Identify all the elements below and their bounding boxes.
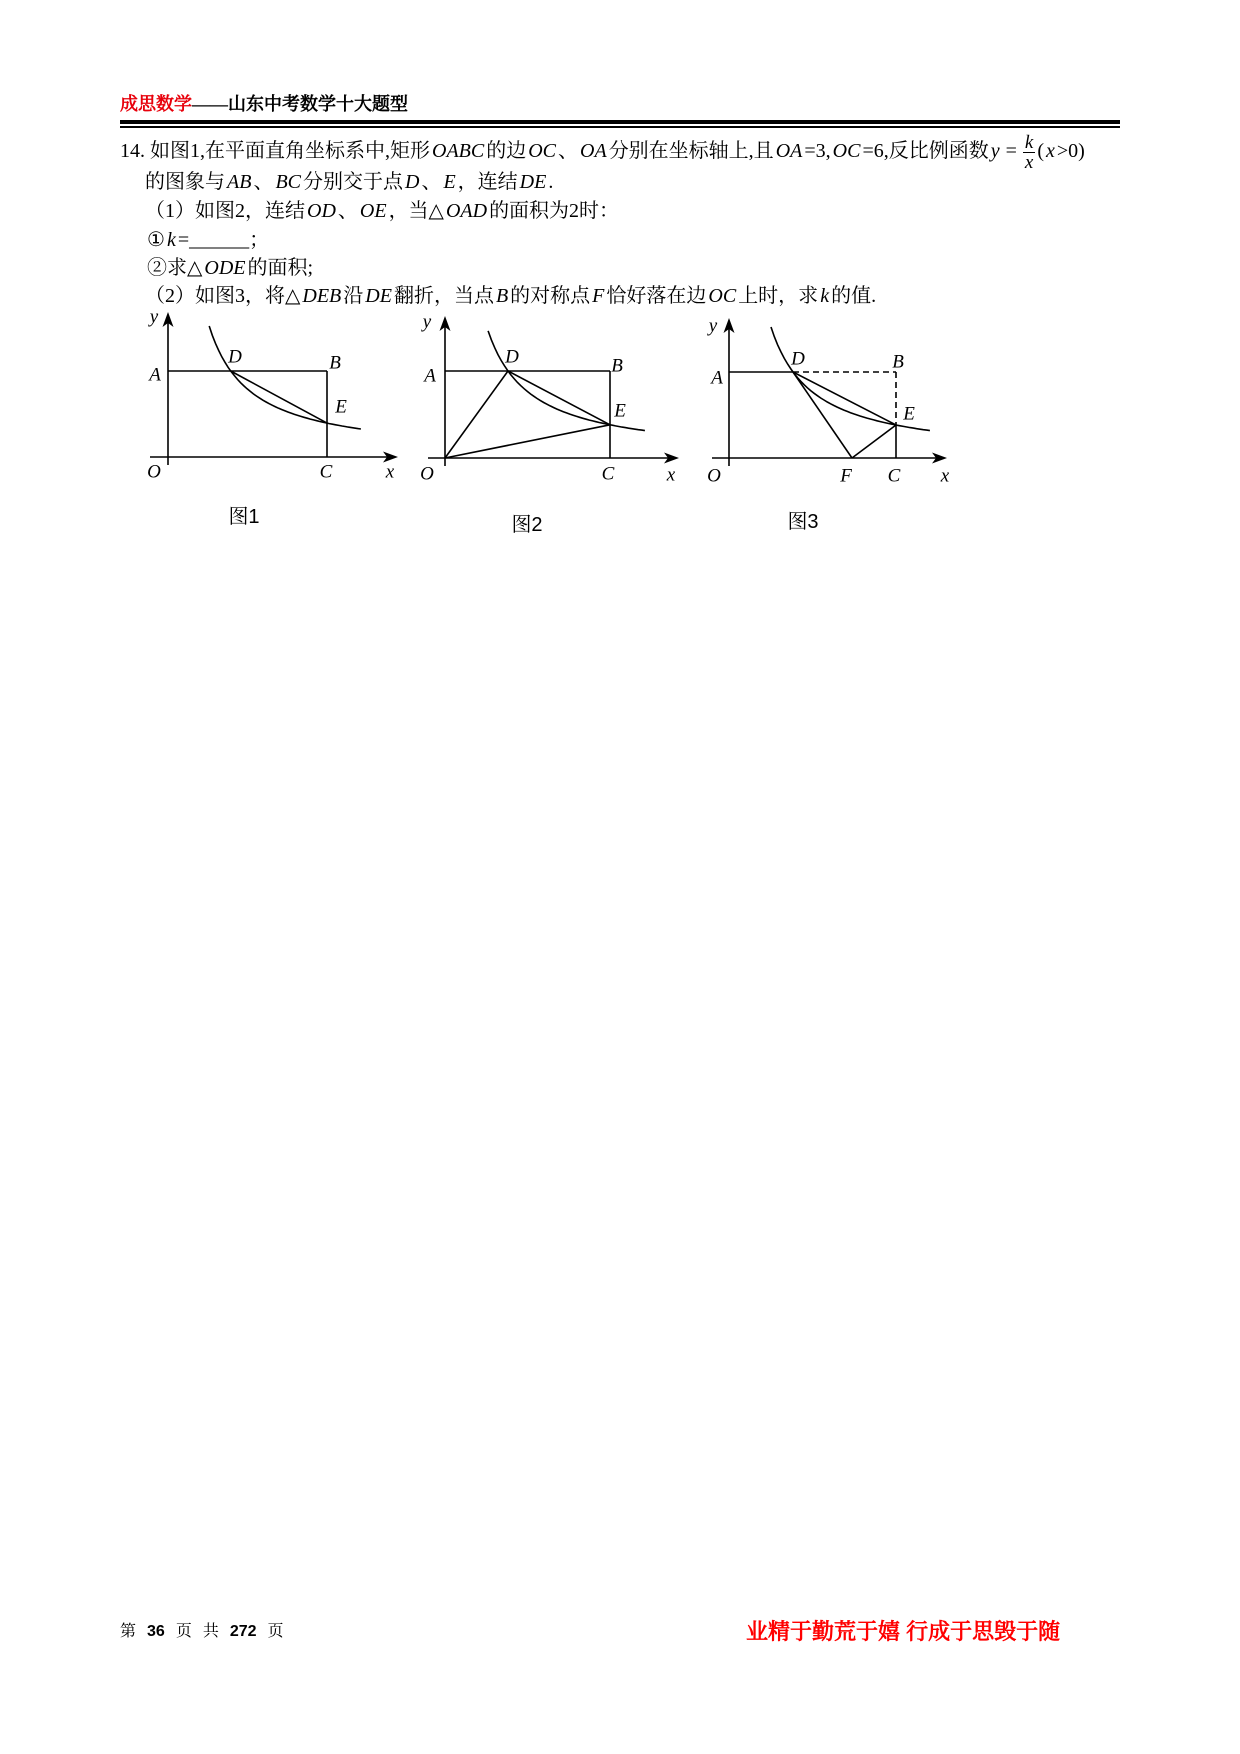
math-var: y	[990, 140, 1000, 162]
total-prefix: 共	[202, 1623, 219, 1640]
problem-text: 、	[421, 171, 442, 193]
problem-text: 的面积为2时：	[489, 200, 620, 222]
math-var: DE	[365, 285, 392, 307]
math-var: OD	[307, 200, 336, 222]
problem-text: (	[1037, 140, 1044, 162]
figure-caption: 图3	[787, 511, 819, 533]
problem-text: 上时，求	[738, 285, 819, 307]
problem-text: 、	[337, 200, 358, 222]
segment-de	[793, 372, 896, 425]
problem-text: （2）如图3，将△	[145, 285, 301, 307]
label-e: E	[614, 400, 626, 422]
math-var: ODE	[204, 257, 246, 279]
label-y: y	[422, 311, 432, 333]
problem-text: 的边	[486, 140, 527, 162]
math-var: k	[820, 285, 830, 307]
label-d: D	[791, 348, 805, 370]
problem-text: ，连结	[457, 171, 518, 193]
label-x: x	[666, 464, 676, 486]
math-var: OA	[775, 140, 803, 162]
total-unit: 页	[267, 1623, 284, 1640]
problem-text: ②求△	[147, 257, 203, 279]
math-var: E	[443, 171, 456, 193]
problem-text: 翻折，当点	[393, 285, 494, 307]
problem-text: （1）如图2，连结	[145, 200, 305, 222]
math-var: OC	[708, 285, 737, 307]
label-a: A	[149, 364, 161, 386]
fraction-denominator: x	[1024, 151, 1034, 173]
label-c: C	[887, 465, 901, 487]
figure-caption: 图2	[511, 514, 543, 536]
problem-text: 、	[558, 140, 579, 162]
total-pages: 272	[229, 1623, 257, 1640]
footer-motto: 业精于勤荒于嬉 行成于思毁于随	[746, 1619, 1061, 1644]
math-var: x	[1046, 140, 1055, 162]
problem-text: =6,反比例函数	[862, 140, 989, 162]
header-subtitle: ——山东中考数学十大题型	[192, 94, 408, 114]
problem-text: >0)	[1056, 140, 1085, 162]
math-var: OC	[528, 140, 557, 162]
math-var: OAD	[445, 200, 488, 222]
math-var: OC	[832, 140, 861, 162]
current-page: 36	[147, 1623, 165, 1640]
math-var: BC	[275, 171, 301, 193]
problem-text: 的值.	[831, 285, 877, 307]
problem-text: 沿	[343, 285, 364, 307]
problem-text: 恰好落在边	[606, 285, 707, 307]
label-y: y	[149, 306, 159, 328]
circled-number: ①	[147, 229, 165, 251]
math-var: F	[592, 285, 605, 307]
problem-text: 的对称点	[510, 285, 591, 307]
segment-de	[508, 371, 610, 425]
page-number	[120, 1620, 284, 1644]
math-var: DE	[519, 171, 547, 193]
equals-sign: =	[1005, 140, 1017, 162]
label-y: y	[708, 315, 718, 337]
figure-2	[420, 312, 679, 537]
figure-caption: 图1	[228, 506, 260, 528]
label-e: E	[903, 403, 915, 425]
problem-text: 的图象与	[145, 171, 225, 193]
label-c: C	[601, 463, 615, 485]
math-var: k	[166, 229, 176, 251]
math-var: DEB	[302, 285, 342, 307]
problem-text: .	[548, 171, 554, 193]
math-var: OABC	[432, 140, 485, 162]
answer-blank: =______；	[177, 229, 270, 251]
segment-de	[231, 371, 327, 423]
segment-df	[793, 372, 852, 458]
page-prefix: 第	[120, 1623, 137, 1640]
figure-3	[707, 316, 950, 534]
math-var: OA	[580, 140, 607, 162]
segment-oe	[445, 425, 610, 458]
math-var: D	[405, 171, 420, 193]
problem-text: 14. 如图1,在平面直角坐标系中,矩形	[120, 140, 430, 162]
label-e: E	[335, 396, 347, 418]
math-var: AB	[227, 171, 252, 193]
label-o: O	[147, 461, 161, 483]
segment-od	[445, 371, 508, 458]
fraction-numerator: k	[1024, 131, 1034, 153]
problem-text: 分别在坐标轴上,且	[608, 140, 774, 162]
figure-1	[147, 307, 398, 529]
label-o: O	[420, 463, 434, 485]
page-unit: 页	[175, 1623, 192, 1640]
problem-text: =3,	[804, 140, 831, 162]
label-x: x	[940, 465, 950, 487]
label-f: F	[840, 465, 852, 487]
math-var: OE	[359, 200, 387, 222]
label-b: B	[892, 351, 904, 373]
figures-svg	[0, 0, 1240, 560]
problem-text: 的面积;	[247, 257, 314, 279]
brand-name: 成思数学	[120, 94, 192, 114]
label-a: A	[711, 367, 723, 389]
math-var: B	[495, 285, 509, 307]
segment-fe	[852, 425, 896, 458]
label-o: O	[707, 465, 721, 487]
label-b: B	[329, 352, 341, 374]
label-c: C	[319, 461, 333, 483]
label-b: B	[611, 355, 623, 377]
label-d: D	[228, 346, 242, 368]
problem-text: 、	[253, 171, 274, 193]
label-a: A	[424, 365, 436, 387]
problem-text: 分别交于点	[303, 171, 403, 193]
label-d: D	[505, 346, 519, 368]
problem-text: ，当△	[388, 200, 444, 222]
label-x: x	[385, 461, 395, 483]
